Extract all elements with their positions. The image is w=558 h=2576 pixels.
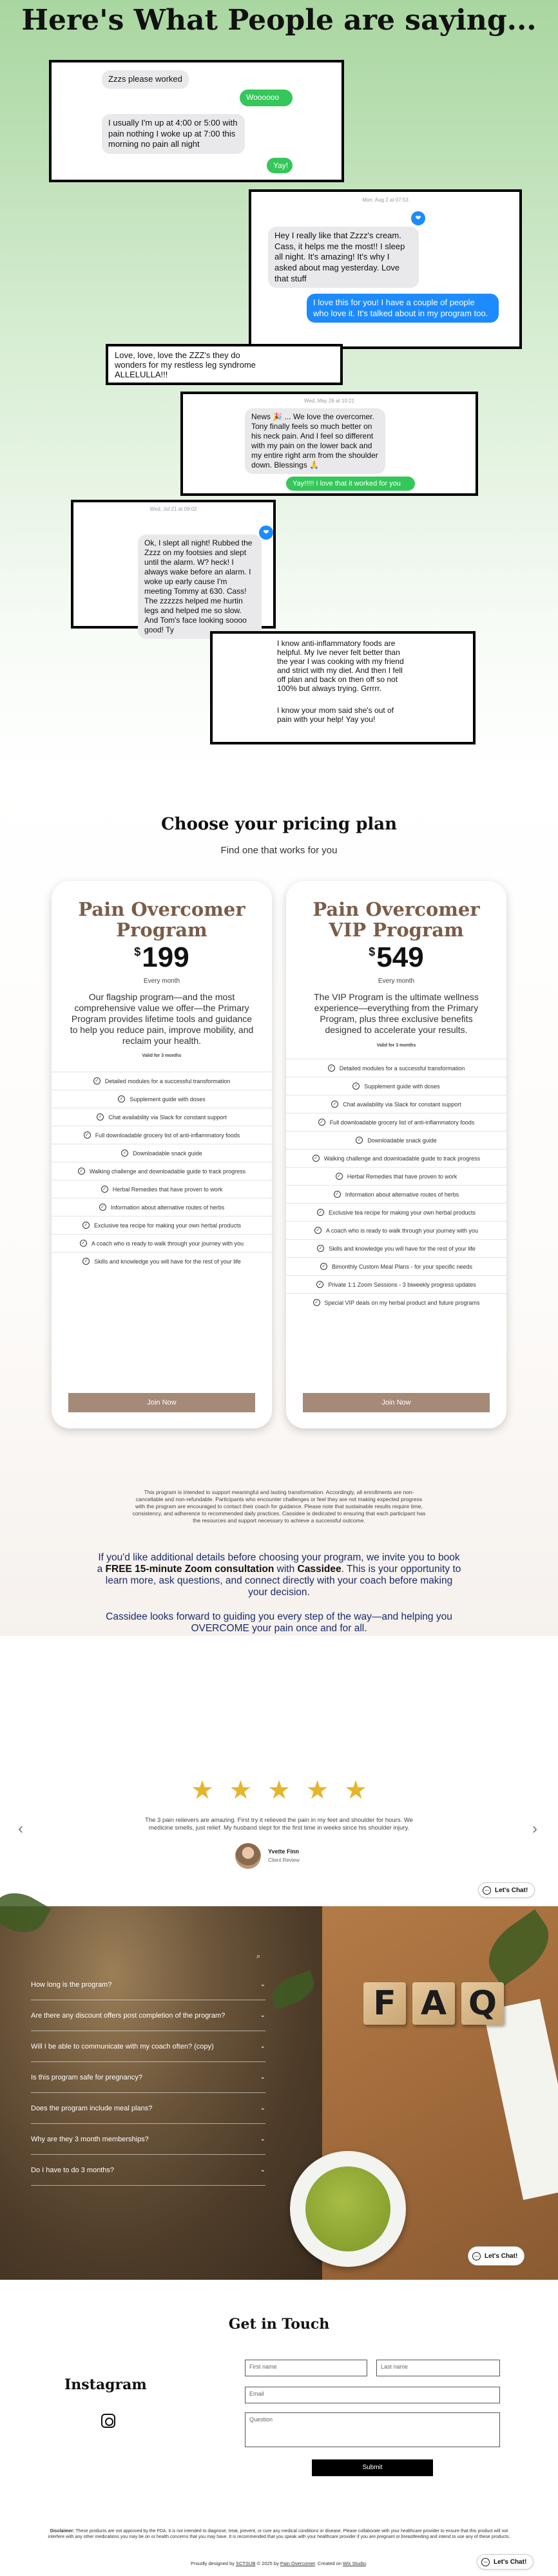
plan-description: Our flagship program—and the most comprehensive value we offer—the Primary Program provides lifetime tools and guidance to help you reduce pain, improve mobility, and reclaim your health. [70,992,254,1046]
message-bubble: Yay!!!!! I love that it worked for you [286,477,415,491]
chat-label: Let's Chat! [494,2558,527,2566]
checkmark-icon: ✓ [121,1150,128,1157]
question-field[interactable]: Question [245,2412,500,2447]
faq-question: Are there any discount offers post completion of the program? [31,2011,226,2020]
plan-feature-label: Chat availability via Slack for constant support [343,1101,461,1108]
plant-leaf-image [267,1970,318,2010]
plant-leaf-image [477,1909,558,1987]
faq-question: How long is the program? [31,1980,112,1989]
checkmark-icon: ✓ [82,1258,90,1265]
brand-link[interactable]: Pain Overcomer [280,2561,315,2566]
checkmark-icon: ✓ [97,1113,104,1121]
faq-question: Does the program include meal plans? [31,2104,153,2112]
pricing-title: Choose your pricing plan [160,815,398,834]
reviewer-role: Client Review [268,1857,300,1863]
plan-feature-label: Private 1:1 Zoom Sessions - 3 biweekly progress updates [328,1281,476,1288]
plan-feature [286,1077,506,1095]
plan-feature [286,1203,506,1221]
plan-feature-label: Exclusive tea recipe for making your own herbal products [328,1209,476,1216]
plan-feature-label: Full downloadable grocery list of anti-inflammatory foods [95,1132,240,1139]
review-section [0,1636,558,1906]
currency-symbol: $ [369,945,376,958]
chat-label: Let's Chat! [485,2252,518,2260]
plan-feature [52,1216,272,1234]
faq-item[interactable] [31,2155,265,2186]
checkmark-icon: ✓ [320,1263,327,1270]
plan-feature-label: Chat availability via Slack for constant support [108,1113,227,1121]
faq-item[interactable] [31,2124,265,2155]
invite-paragraph-2: Cassidee looks forward to guiding you every step of the way—and helping you OVERCOME your pain once and for all. [106,1611,452,1634]
plan-feature [286,1239,506,1257]
message-bubble: Ok, I slept all night! Rubbed the Zzzz on my footsies and slept until the alarm. W? heck! I always wake before an alarm. I woke up early cause I'm meeting Tommy at 630. Cass! The zzzzzs helped me hurtin legs and helped me so slow. And Tom's face looking soooo good! Ty [138,535,262,639]
credit-text: . Created on [314,2561,343,2566]
plan-description: The VIP Program is the ultimate wellness experience—everything from the Primary Program, plus three exclusive benefits designed to accelerate your results. [314,992,479,1035]
plan-feature [52,1234,272,1252]
checkmark-icon: ✓ [313,1155,320,1162]
checkmark-icon: ✓ [118,1095,125,1103]
consultation-invite [95,1552,463,1634]
faq-question: Why are they 3 month memberships? [31,2135,149,2143]
message-text: Love, love, love the ZZZ's they do wonders for my restless leg syndrome ALLELULLA!!! [115,350,256,379]
plan-feature [286,1167,506,1185]
testimonial-card-2 [249,189,522,349]
invite-highlight: FREE 15-minute Zoom consultation [105,1564,274,1575]
checkmark-icon: ✓ [336,1173,343,1180]
review-text: The 3 pain relievers are amazing. First try it relieved the pain in my feet and shoulder for hours. We medicine smells, just relief. My husband slept for the first time in weeks since his shoulder injury. [145,1817,413,1832]
footer-credit [0,2558,558,2566]
plan-feature-label: Bimonthly Custom Meal Plans - for your specific needs [331,1263,473,1270]
testimonial-card-5 [71,500,276,634]
message-bubble: News 🎉 ... We love the overcomer. Tony finally feels so much better on his neck pain. And I feel so different with my pain on the lower back and my entire right arm from the shoulder down. Blessings 🙏 [245,408,385,474]
message-text: I know your mom said she's out of pain with your help! Yay you! [277,706,394,724]
message-timestamp: Wed, Jul 21 at 09:02 [149,506,197,512]
plan-feature-label: Skills and knowledge you will have for the rest of your life [329,1245,476,1252]
pricing-disclaimer: This program is intended to support meaningful and lasting transformation. Accordingly, all enrollments are non-cancellable and non-refundable. Participants who encounter challenges or feel they are not making expected progress with the program are encouraged to contact their coach for guidance. Please note that sustainable results require time, consistency, and adherence to recommended daily practices. Cassidee is dedicated to ensuring that each participant has the resources and support necessary to achieve a successful outcome. [132,1489,426,1524]
chat-label: Let's Chat! [495,1886,528,1894]
plan-feature-label: Walking challenge and downloadable guide to track progress [89,1168,246,1175]
testimonials-section [0,0,558,773]
pricing-section [0,773,558,1636]
designer-link[interactable]: SCTSUB [236,2561,256,2566]
previous-arrow-icon[interactable]: ‹ [18,1820,23,1837]
plan-feature-label: Exclusive tea recipe for making your own herbal products [93,1222,242,1229]
checkmark-icon: ✓ [80,1240,87,1247]
plan-feature [286,1131,506,1149]
plan-feature [52,1108,272,1126]
star-icon: ★ [305,1776,329,1804]
price-value: 549 [376,942,424,973]
plan-feature [52,1252,272,1270]
faq-question: Will I be able to communicate with my coach often? (copy) [31,2042,214,2050]
checkmark-icon: ✓ [352,1083,360,1090]
chat-icon: … [481,2558,490,2566]
checkmark-icon: ✓ [99,1204,106,1211]
testimonial-card-1 [49,60,344,182]
message-text: I know anti-inflammatory foods are helpful. My Ive never felt better than the year I was cooking with my friend and strict with my diet. And then I fell off plan and back on then off so not 100% but always trying. Grrrrr. [277,639,404,693]
star-icon: ★ [344,1776,367,1804]
star-icon: ★ [229,1776,253,1804]
credit-text: . [365,2561,368,2566]
plan-feature-label: Special VIP deals on my herbal product and future programs [324,1299,480,1306]
chat-button[interactable] [468,2246,524,2266]
plan-feature-label: A coach who is ready to walk through your journey with you [91,1240,244,1247]
last-name-field[interactable]: Last name [376,2360,500,2376]
plan-feature-label: Supplement guide with doses [130,1095,206,1103]
chevron-down-icon: ⌄ [260,2043,265,2050]
chat-icon: … [472,2252,481,2260]
plan-feature-label: Walking challenge and downloadable guide to track progress [323,1155,481,1162]
plan-feature-label: Detailed modules for a successful transformation [339,1065,465,1072]
plan-name: Pain Overcomer VIP Program [313,898,480,941]
testimonials-title: Here's What People are saying... [21,4,537,37]
rating-stars [191,1777,367,1803]
invite-coach-name: Cassidee [297,1564,342,1575]
faq-item[interactable] [31,2062,265,2093]
message-bubble: Woooooo [240,90,293,106]
message-bubble: Yay! [267,158,293,173]
next-arrow-icon[interactable]: › [532,1820,537,1837]
invite-text: . This is your opportunity to learn more, ask questions, and connect directly with your coach before making your decision. [105,1564,461,1598]
plan-card-standard [52,881,272,1428]
chevron-down-icon: ⌄ [260,2074,265,2081]
plan-feature-label: Downloadable snack guide [367,1137,437,1144]
invite-text: with [274,1564,298,1575]
submit-button[interactable]: Submit [312,2459,433,2476]
faq-tile: A [412,1982,455,2025]
faq-item[interactable] [31,1969,265,2000]
chat-button[interactable] [478,1882,535,1898]
checkmark-icon: ✓ [314,1227,322,1234]
faq-background [0,1906,322,2280]
faq-item[interactable] [31,2000,265,2031]
currency-symbol: $ [134,945,141,958]
plan-validity: Valid for 3 months [376,1043,416,1048]
faq-item[interactable] [31,2031,265,2062]
credit-text: Proudly designed by [190,2561,236,2566]
matcha-tea-image [305,2166,390,2251]
plan-feature-label: Supplement guide with doses [364,1083,440,1090]
plan-feature-list [286,1059,506,1311]
plan-name: Pain Overcomer Program [78,898,245,941]
plan-period: Every month [143,978,180,985]
plan-feature [52,1162,272,1180]
join-now-button[interactable]: Join Now [303,1393,490,1412]
plan-feature [286,1095,506,1113]
plan-feature-label: Information about alternative routes of herbs [110,1204,225,1211]
checkmark-icon: ✓ [356,1137,363,1144]
checkmark-icon: ✓ [317,1245,324,1252]
plan-feature-label: Detailed modules for a successful transformation [104,1077,231,1084]
plan-card-vip [286,881,506,1428]
invite-text: If you'd like additional details before choosing your program, we invite you to book a [97,1552,460,1575]
email-field[interactable]: Email [245,2387,500,2403]
plan-feature [52,1072,272,1090]
contact-title: Get in Touch [228,2316,330,2333]
contact-section [0,2280,558,2576]
checkmark-icon: ✓ [93,1077,101,1084]
star-icon: ★ [191,1776,214,1804]
checkmark-icon: ✓ [331,1101,338,1108]
star-icon: ★ [267,1776,291,1804]
message-timestamp: Mon, Aug 2 at 07:53 [362,197,409,203]
credit-text: © 2025 by [255,2561,280,2566]
message-timestamp: Wed, May 26 at 10:21 [303,398,355,404]
instagram-icon[interactable] [101,2414,115,2428]
chevron-down-icon: ⌄ [260,1981,265,1988]
plan-feature [286,1257,506,1275]
chat-icon: … [483,1886,491,1895]
faq-tile: Q [461,1982,504,2025]
testimonial-card-3 [106,344,343,385]
plan-feature [286,1275,506,1293]
notebook-image [483,1999,558,2200]
checkmark-icon: ✓ [84,1132,91,1139]
platform-link[interactable]: Wix Studio [343,2561,366,2566]
footer-disclaimer [45,2528,513,2540]
invite-paragraph [95,1552,463,1598]
faq-question: Do I have to do 3 months? [31,2166,115,2174]
plan-feature-label: A coach who is ready to walk through your journey with you [325,1227,479,1234]
disclaimer-text: These products are not approved by the FDA. It is not intended to diagnose, treat, prevent, or cure any medical conditions or disease. Please collaborate with your healthcare provider to ensure that this product will not interfere with any other medications you may be on or health concerns that you may have. It is recommended that you speak with your healthcare provider if you are pregnant or breastfeeding and intend to use any of these products. [48,2529,510,2539]
message-bubble: I love this for you! I have a couple of people who love it. It's talked about in my program too. [307,294,499,323]
chevron-down-icon: ⌄ [260,2136,265,2143]
plan-feature-label: Downloadable snack guide [133,1150,202,1157]
faq-tile: F [363,1982,406,2025]
plan-feature [286,1221,506,1239]
checkmark-icon: ✓ [317,1209,324,1216]
plan-feature [286,1059,506,1077]
plan-feature-label: Skills and knowledge you will have for the rest of your life [94,1258,241,1265]
plan-price [52,942,272,974]
chevron-down-icon: ⌄ [260,2012,265,2019]
plan-feature-label: Herbal Remedies that have proven to work [347,1173,457,1180]
reaction-icon: ❤ [411,211,425,225]
plan-feature-list [52,1072,272,1270]
plan-feature-label: Herbal Remedies that have proven to work [112,1186,223,1193]
checkmark-icon: ✓ [78,1168,85,1175]
plan-feature [52,1090,272,1108]
faq-section [0,1906,558,2280]
plan-feature [52,1126,272,1144]
first-name-field[interactable]: First name [245,2360,367,2376]
search-icon[interactable]: ⌕ [256,1953,261,1960]
plan-feature [286,1149,506,1167]
reaction-icon: ❤ [259,526,273,540]
message-bubble: I usually I'm up at 4:00 or 5:00 with pain nothing I woke up at 7:00 this morning no pain all night [102,114,245,154]
plan-feature [286,1113,506,1131]
message-bubble: Zzzs please worked [102,70,189,89]
pricing-subtitle: Find one that works for you [220,845,338,856]
plan-feature [52,1198,272,1216]
plan-price [286,942,506,974]
plan-feature [52,1180,272,1198]
plan-feature [286,1185,506,1203]
checkmark-icon: ✓ [82,1222,90,1229]
reviewer-name: Yvette Finn [268,1848,300,1855]
checkmark-icon: ✓ [318,1119,325,1126]
disclaimer-label: Disclaimer: [50,2529,75,2533]
plan-feature [52,1144,272,1162]
instagram-heading: Instagram [64,2376,147,2393]
plan-feature [286,1293,506,1311]
plan-validity: Valid for 3 months [142,1054,182,1058]
checkmark-icon: ✓ [101,1186,108,1193]
testimonial-card-4 [180,392,478,496]
checkmark-icon: ✓ [334,1191,341,1198]
plan-feature-label: Information about alternative routes of herbs [345,1191,459,1198]
message-bubble: Hey I really like that Zzzz's cream. Cass, it helps me the most!! I sleep all night. It's amazing! It's why I asked about mag yesterday. Love that stuff [268,227,419,288]
join-now-button[interactable]: Join Now [68,1393,255,1412]
faq-question: Is this program safe for pregnancy? [31,2073,143,2081]
testimonial-card-6 [210,631,476,744]
reviewer-avatar [235,1843,261,1869]
chat-button[interactable] [477,2554,534,2570]
plan-period: Every month [378,978,415,985]
faq-item[interactable] [31,2093,265,2124]
checkmark-icon: ✓ [316,1281,323,1288]
chevron-down-icon: ⌄ [260,2105,265,2112]
plan-feature-label: Full downloadable grocery list of anti-inflammatory foods [329,1119,475,1126]
checkmark-icon: ✓ [313,1299,320,1306]
price-value: 199 [142,942,189,973]
chevron-down-icon: ⌄ [260,2166,265,2174]
checkmark-icon: ✓ [328,1065,335,1072]
